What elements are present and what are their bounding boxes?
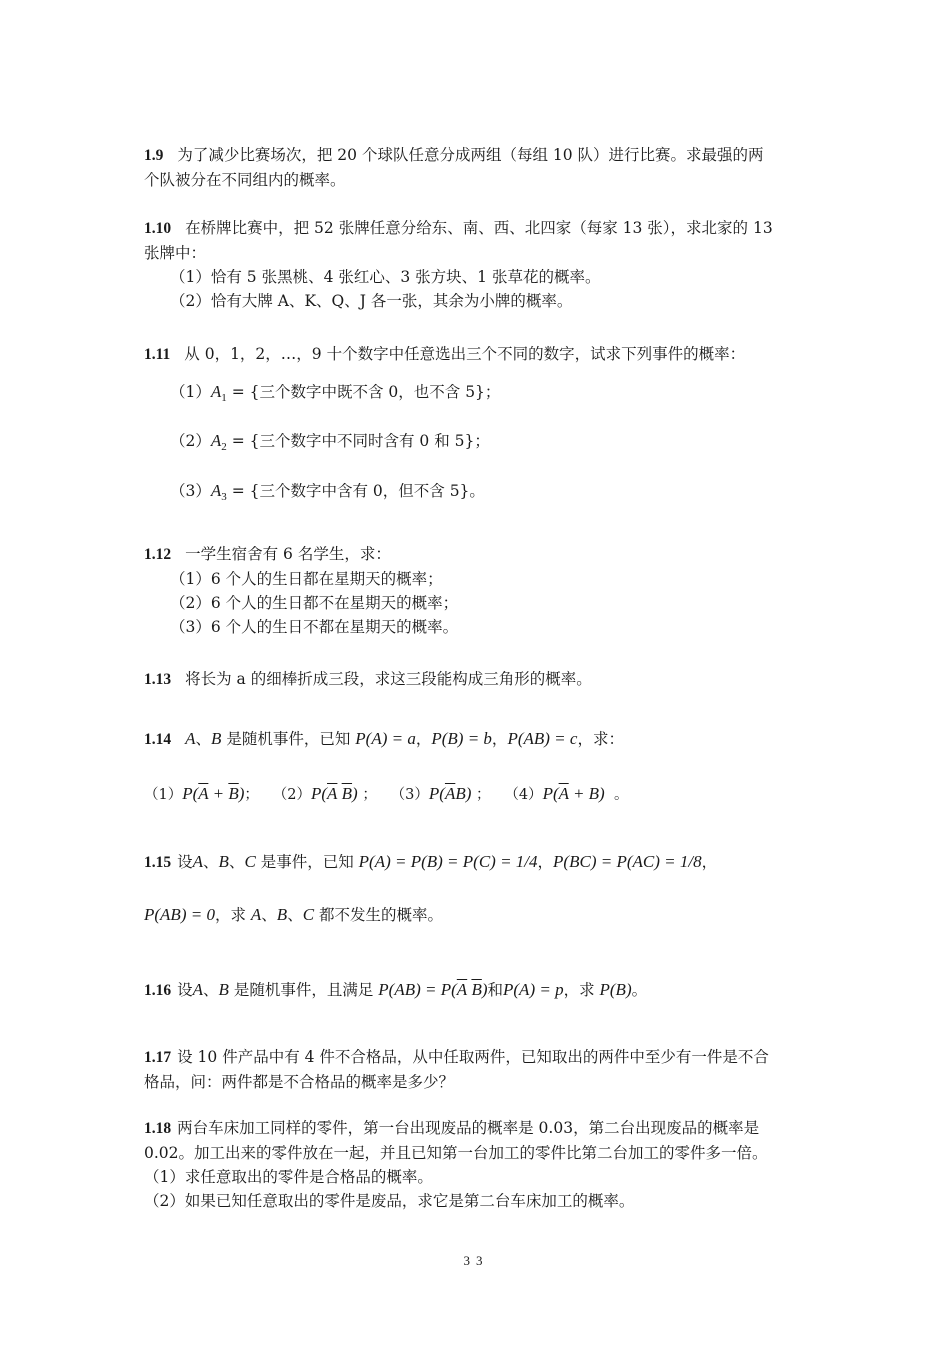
formula-pa: P(A) = a bbox=[355, 729, 416, 748]
event-c: C bbox=[244, 852, 256, 871]
event-index: 3 bbox=[221, 491, 227, 504]
problem-text: 张牌中： bbox=[144, 244, 207, 262]
event-definition: = {三个数字中不同时含有 0 和 5}； bbox=[231, 432, 490, 450]
separator: ， bbox=[701, 853, 718, 871]
problem-1-9 bbox=[144, 143, 816, 192]
problem-1-16 bbox=[144, 978, 816, 1003]
separator: ， bbox=[415, 730, 432, 748]
q2-label: （2） bbox=[272, 787, 311, 803]
separator: ； bbox=[476, 787, 491, 803]
event-a: A bbox=[192, 980, 204, 999]
separator: 、 bbox=[287, 906, 303, 924]
problem-number: 1.9 bbox=[144, 147, 164, 164]
problem-1-14 bbox=[144, 727, 816, 752]
separator: 、 bbox=[203, 981, 219, 999]
subquestion-3 bbox=[144, 479, 816, 509]
problem-text: 从 0，1，2，…，9 十个数字中任意选出三个不同的数字，试求下列事件的概率： bbox=[184, 345, 746, 363]
problem-text: ，求 bbox=[214, 906, 251, 924]
problem-text: 在桥牌比赛中，把 52 张牌任意分给东、南、西、北四家（每家 13 张），求北家的 13 bbox=[185, 219, 773, 237]
subquestion-2: （2）6 个人的生日都不在星期天的概率； bbox=[170, 594, 459, 612]
event-b: B bbox=[276, 905, 288, 924]
subquestion-1: （1）求任意取出的零件是合格品的概率。 bbox=[144, 1168, 433, 1186]
problem-text: 是事件，已知 bbox=[255, 853, 359, 871]
formula-pab: P(AB) = c bbox=[507, 729, 578, 748]
problem-1-17 bbox=[144, 1045, 816, 1094]
separator: ； bbox=[244, 787, 259, 803]
event-a: A bbox=[192, 852, 204, 871]
subquestion-2 bbox=[144, 429, 816, 459]
q3-formula: $P(\overline{A}B)$ bbox=[428, 784, 472, 803]
event-symbol: A bbox=[210, 431, 222, 450]
q1-formula: $P(\overline{A} + \overline{B})$ bbox=[182, 784, 245, 803]
problem-text: 一学生宿舍有 6 名学生，求： bbox=[185, 545, 391, 563]
formula-3: P(B) bbox=[599, 980, 632, 999]
problem-text: 设 bbox=[177, 981, 193, 999]
event-index: 2 bbox=[221, 441, 227, 454]
problem-text: 设 bbox=[177, 853, 193, 871]
formula-2: P(A) = p bbox=[503, 980, 564, 999]
problem-number: 1.13 bbox=[144, 671, 172, 688]
formula-1: P(A) = P(B) = P(C) = 1/4 bbox=[358, 852, 538, 871]
q3-label: （3） bbox=[390, 787, 429, 803]
problem-1-10 bbox=[144, 216, 816, 313]
problem-text: 两台车床加工同样的零件，第一台出现废品的概率是 0.03，第二台出现废品的概率是 bbox=[177, 1119, 760, 1137]
q4-label: （4） bbox=[504, 787, 543, 803]
event-a: A bbox=[185, 729, 196, 748]
problem-1-15-cont bbox=[144, 903, 816, 927]
problem-text: 为了减少比赛场次，把 20 个球队任意分成两组（每组 10 队）进行比赛。求最强的两 bbox=[177, 146, 764, 164]
q2-formula: $P(\overline{A}$ $\overline{B}$) bbox=[310, 784, 358, 803]
separator: ， bbox=[537, 853, 554, 871]
problem-number: 1.15 bbox=[144, 854, 172, 871]
subquestion-label: （3） bbox=[170, 482, 211, 500]
problem-text: 将长为 a 的细棒折成三段，求这三段能构成三角形的概率。 bbox=[185, 670, 592, 688]
problem-number: 1.18 bbox=[144, 1120, 172, 1137]
event-b: B bbox=[218, 980, 229, 999]
formula-2: P(BC) = P(AC) = 1/8 bbox=[553, 852, 702, 871]
formula-pb: P(B) = b bbox=[431, 729, 492, 748]
problem-number: 1.10 bbox=[144, 220, 172, 237]
subquestion-label: （1） bbox=[170, 383, 211, 401]
event-symbol: A bbox=[210, 382, 222, 401]
subquestion-1: （1）6 个人的生日都在星期天的概率； bbox=[170, 570, 443, 588]
problem-1-18 bbox=[144, 1116, 816, 1213]
problem-text: 。 bbox=[631, 981, 648, 999]
event-b: B bbox=[218, 852, 229, 871]
separator: ； bbox=[362, 787, 377, 803]
subquestion-2: （2）恰有大牌 A、K、Q、J 各一张，其余为小牌的概率。 bbox=[170, 292, 573, 310]
event-c: C bbox=[302, 905, 315, 924]
problem-number: 1.11 bbox=[144, 346, 171, 363]
problem-text: ，求： bbox=[577, 730, 624, 748]
problem-1-11 bbox=[144, 342, 816, 367]
separator: 、 bbox=[261, 906, 277, 924]
problem-1-15 bbox=[144, 850, 816, 875]
problem-1-12 bbox=[144, 542, 816, 639]
q1-label: （1） bbox=[144, 787, 183, 803]
separator: 、 bbox=[228, 853, 245, 871]
problem-number: 1.16 bbox=[144, 982, 172, 999]
subquestion-label: （2） bbox=[170, 432, 211, 450]
problem-1-13 bbox=[144, 667, 816, 692]
separator: 。 bbox=[613, 787, 629, 803]
problem-number: 1.12 bbox=[144, 546, 172, 563]
problem-1-14-questions bbox=[144, 782, 816, 807]
problem-text: 和 bbox=[487, 981, 504, 999]
subquestion-2: （2）如果已知任意取出的零件是废品，求它是第二台车床加工的概率。 bbox=[144, 1192, 635, 1210]
problem-number: 1.17 bbox=[144, 1049, 172, 1066]
separator: 、 bbox=[203, 853, 219, 871]
problem-text: 设 10 件产品中有 4 件不合格品，从中任取两件，已知取出的两件中至少有一件是不合 bbox=[177, 1048, 769, 1066]
event-definition: = {三个数字中含有 0，但不含 5}。 bbox=[231, 482, 485, 500]
formula-1: $P(AB) = P(\overline{A}$ $\overline{B}$) bbox=[378, 980, 488, 999]
problem-text: 是随机事件，已知 bbox=[221, 730, 356, 748]
formula-3: P(AB) = 0 bbox=[144, 905, 215, 924]
subquestion-3: （3）6 个人的生日不都在星期天的概率。 bbox=[170, 618, 459, 636]
event-a: A bbox=[250, 905, 262, 924]
event-symbol: A bbox=[210, 481, 222, 500]
q4-formula: $P(\overline{A} + B)$ bbox=[542, 784, 605, 803]
event-index: 1 bbox=[221, 392, 227, 405]
problem-text: 是随机事件，且满足 bbox=[228, 981, 379, 999]
page-number: 33 bbox=[463, 1253, 489, 1268]
event-b: B bbox=[211, 729, 222, 748]
problem-number: 1.14 bbox=[144, 731, 172, 748]
problem-text: 0.02。加工出来的零件放在一起，并且已知第一台加工的零件比第二台加工的零件多一倍。 bbox=[144, 1144, 768, 1162]
separator: ， bbox=[491, 730, 508, 748]
problem-text: ，求 bbox=[563, 981, 600, 999]
subquestion-1: （1）恰有 5 张黑桃、4 张红心、3 张方块、1 张草花的概率。 bbox=[170, 268, 601, 286]
event-definition: = {三个数字中既不含 0，也不含 5}； bbox=[231, 383, 501, 401]
separator: 、 bbox=[195, 730, 212, 748]
problem-text: 都不发生的概率。 bbox=[314, 906, 443, 924]
subquestion-1 bbox=[144, 380, 816, 410]
problem-text: 格品，问：两件都是不合格品的概率是多少？ bbox=[144, 1073, 455, 1091]
problem-text: 个队被分在不同组内的概率。 bbox=[144, 171, 346, 189]
